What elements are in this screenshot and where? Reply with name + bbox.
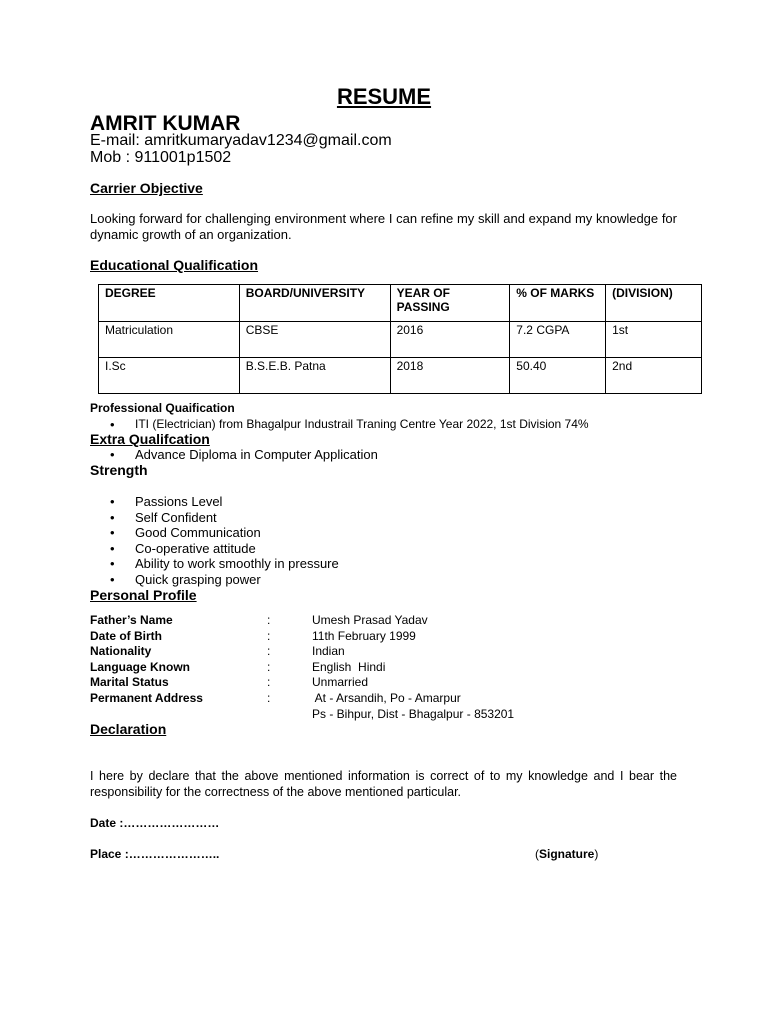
list-item-text: ITI (Electrician) from Bhagalpur Industrail Traning Centre Year 2022, 1st Division 74%	[135, 417, 589, 431]
table-cell: I.Sc	[99, 358, 240, 394]
column-header: (DIVISION)	[606, 285, 702, 322]
table-cell: 2018	[390, 358, 510, 394]
column-header: BOARD/UNIVERSITY	[239, 285, 390, 322]
education-table	[98, 284, 702, 394]
professional-heading: Professional Quaification	[90, 401, 235, 415]
table-row	[99, 322, 702, 358]
list-item-text: Passions Level	[135, 494, 223, 509]
table-cell: 7.2 CGPA	[510, 322, 606, 358]
extra-list	[90, 447, 378, 463]
signature-block	[535, 847, 598, 861]
list-item-text: Quick grasping power	[135, 571, 261, 587]
list-item	[110, 509, 339, 526]
declaration-heading: Declaration	[90, 721, 167, 737]
bullet-icon: •	[110, 540, 115, 556]
field-value: At - Arsandih, Po - Amarpur	[312, 691, 461, 705]
field-separator: :	[267, 629, 271, 643]
place-label: Place :…………………..	[90, 847, 220, 861]
list-item-text: Advance Diploma in Computer Application	[135, 447, 378, 462]
list-item-text: Self Confident	[135, 509, 217, 525]
candidate-name: AMRIT KUMAR	[90, 112, 241, 135]
field-separator: :	[267, 644, 271, 658]
field-value: English Hindi	[312, 660, 386, 674]
signature-paren-open: (	[535, 847, 539, 861]
field-label: Permanent Address	[90, 691, 203, 705]
bullet-icon: •	[110, 556, 115, 571]
email-line: E-mail: amritkumaryadav1234@gmail.com	[90, 132, 392, 149]
signature-label: Signature	[539, 847, 595, 861]
field-value: 11th February 1999	[312, 629, 416, 643]
table-cell: 2nd	[606, 358, 702, 394]
declaration-text: I here by declare that the above mentioned information is correct of to my knowledge and I bear the responsibility for the correctness of the above mentioned particular.	[90, 769, 677, 799]
list-item	[110, 540, 339, 557]
field-label: Marital Status	[90, 675, 169, 689]
column-header: DEGREE	[99, 285, 240, 322]
objective-heading: Carrier Objective	[90, 180, 203, 196]
field-separator: :	[267, 691, 271, 705]
table-cell: 2016	[390, 322, 510, 358]
column-header: % OF MARKS	[510, 285, 606, 322]
field-label: Nationality	[90, 644, 152, 658]
list-item-text: Ability to work smoothly in pressure	[135, 556, 339, 571]
field-label: Father’s Name	[90, 613, 173, 627]
list-item	[110, 556, 339, 572]
field-value: Indian	[312, 644, 345, 658]
bullet-icon: •	[110, 417, 115, 432]
table-row	[99, 358, 702, 394]
bullet-icon: •	[110, 494, 115, 509]
education-heading: Educational Qualification	[90, 257, 259, 273]
field-separator: :	[267, 660, 271, 674]
bullet-icon: •	[110, 447, 115, 462]
list-item	[110, 525, 339, 541]
mobile-line: Mob : 911001p1502	[90, 149, 232, 166]
table-cell: CBSE	[239, 322, 390, 358]
strength-list	[90, 494, 339, 587]
bullet-icon: •	[110, 571, 115, 587]
list-item	[110, 447, 378, 463]
objective-text: Looking forward for challenging environment where I can refine my skill and expand my knowledge for dynamic growth of an organization.	[90, 211, 677, 242]
table-cell: Matriculation	[99, 322, 240, 358]
table-header-row	[99, 285, 702, 322]
list-item	[110, 494, 339, 510]
personal-heading: Personal Profile	[90, 587, 197, 603]
field-separator: :	[267, 675, 271, 689]
extra-heading: Extra Qualifcation	[90, 431, 210, 447]
field-value: Unmarried	[312, 675, 369, 689]
list-item-text: Good Communication	[135, 525, 261, 540]
field-label: Date of Birth	[90, 629, 162, 643]
page-title: RESUME	[336, 84, 432, 109]
bullet-icon: •	[110, 509, 115, 525]
field-separator: :	[267, 613, 271, 627]
signature-paren-close: )	[594, 847, 599, 861]
field-value: Umesh Prasad Yadav	[312, 613, 428, 627]
column-header: YEAR OF PASSING	[390, 285, 510, 322]
field-label: Language Known	[90, 660, 190, 674]
list-item-text: Co-operative attitude	[135, 540, 256, 556]
date-label: Date :……………………	[90, 816, 220, 830]
bullet-icon: •	[110, 525, 115, 540]
table-cell: B.S.E.B. Patna	[239, 358, 390, 394]
address-line-2: Ps - Bihpur, Dist - Bhagalpur - 853201	[312, 707, 515, 721]
table-cell: 1st	[606, 322, 702, 358]
strength-heading: Strength	[90, 462, 148, 478]
list-item	[110, 571, 339, 588]
table-cell: 50.40	[510, 358, 606, 394]
